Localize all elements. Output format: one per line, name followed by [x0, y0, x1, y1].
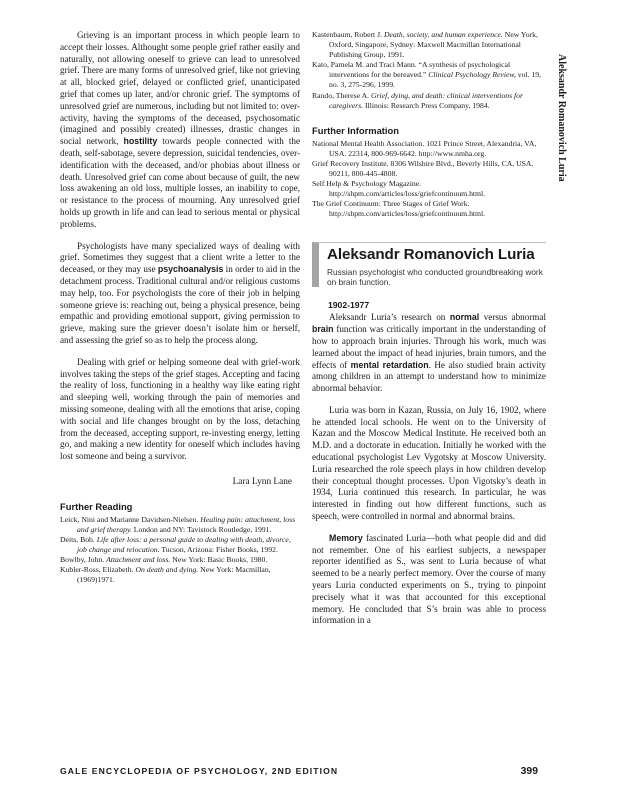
- grief-paragraph-3: Dealing with grief or helping someone deal with grief-work involves taking the steps of the grief stages. Accepting and facing the reality of loss, functioning in a healthy way like eating right and sleeping well, working through the pain of memories and missing someone, dealing with all the emotions that arise, coping with social and life changes brought on by the loss, detaching from the deceased, accepting support, re-investing energy, letting go, and making a new identity for oneself which includes having lost someone and being a survivor.: [60, 356, 300, 462]
- reference-item: Kato, Pamela M. and Traci Mann. “A synthesis of psychological interventions for the bereaved.” Clinical Psychology Review, vol. 19, no. 3, 275-296, 1999.: [312, 60, 542, 90]
- running-head-text: Aleksandr Romanovich Luria: [556, 54, 567, 182]
- keyword-memory[interactable]: Memory: [329, 532, 363, 543]
- reference-list-continued: [312, 30, 546, 111]
- luria-paragraph-1: Aleksandr Luria’s research on normal versus abnormal brain function was critically important in the understanding of how to approach brain injuries. Through his work, much was learned about the impact of head injuries, brain tumors, and the effects of mental retardation. He also studied brain activity among children in an attempt to understand how to minimize abnormal behavior.: [312, 312, 546, 394]
- grief-paragraph-1: Grieving is an important process in which people learn to accept their losses. Althought some people grief rather easily and naturally, not allowing oneself to grieve can lead to unresolved grief. There are many forms of unresolved grief, like not grieving at all, blocked grief, delayed or conflicted grief, unanticipated grief that comes up later, and/or chronic grief. The symptoms of unresolved grief are numerous, including but not limited to: over-activity, having the symptoms of the deceased, psychosomatic (imagined and possibly created) illnesses, drastic changes in social network, hostility towards people connected with the death, self-sabotage, severe depression, suicidal tendencies, over-identification with the deceased, and/or phobias about illness or death. Unresolved grief can come about because of guilt, the new loss awakening an old loss, multiple losses, an inability to cope, or resistance to the process of mourning. Any unresolved grief holds up growth in life and can lead to serious mental or physical problems.: [60, 30, 300, 229]
- reference-item: Kubler-Ross, Elizabeth. On death and dying. New York: Macmillan, (1969)1971.: [60, 565, 271, 585]
- keyword-normal[interactable]: normal: [449, 312, 480, 323]
- entry-title: Aleksandr Romanovich Luria: [327, 245, 535, 263]
- luria-paragraph-2: Luria was born in Kazan, Russia, on July 16, 1902, where he attended local schools. He went on to the University of Kazan and the Moscow Medical Institute. He received both an M.D. and a doctorate in education. Initially he worked with the educational psychologist Lev Vygotsky at Moscow University. Luria researched the role speech plays in how children develop their conceptual thought processes. Upon Vigotsky’s death in 1934, Luria continued this research. In particular, he was interested in finding out how different functions, such as speech, were controlled in normal and abnormal brains.: [312, 404, 546, 522]
- entry-description: Russian psychologist who conducted groundbreaking work on brain function.: [327, 266, 543, 287]
- left-column: [60, 30, 300, 586]
- luria-paragraph-3: Memory fascinated Luria—both what people did and did not remember. One of his earliest subjects, a newspaper reporter identified as S., was sent to Luria because of what seemed to be a nearly perfect memory. Over the course of many years Luria conducted experiments on S., trying to pinpoint precisely what it was that accounted for this exceptional memory. He concluded that S’s brain was able to process information in a: [312, 532, 546, 626]
- reference-item: Kastenbaum, Robert J. Death, society, and human experience. New York, Oxford, Singapore, Sydney: Maxwell Macmillan International Publishing Group, 1991.: [312, 30, 538, 60]
- right-column: [312, 30, 546, 627]
- reference-item: Bowlby, John. Attachment and loss. New York: Basic Books, 1980.: [60, 555, 268, 565]
- page-footer: [60, 766, 546, 780]
- publication-title: GALE ENCYCLOPEDIA OF PSYCHOLOGY, 2ND EDITION: [60, 766, 339, 776]
- entry-header: [312, 242, 546, 288]
- further-information-heading: Further Information: [312, 124, 399, 136]
- reference-item: Rando, Therese A. Grief, dying, and death: clinical interventions for caregivers. Illinois: Research Press Company, 1984.: [312, 90, 524, 110]
- further-reading-heading: Further Reading: [60, 500, 133, 512]
- info-item: Self Help & Psychology Magazine. http://shpm.com/articles/loss/griefcontinuum.html.: [312, 179, 486, 199]
- keyword-brain[interactable]: brain: [312, 324, 334, 335]
- reference-item: Leick, Nini and Marianne Davidsen-Nielsen. Healing pain: attachment, loss and grief therapy. London and NY: Tavistock Routledge, 1991.: [60, 514, 296, 534]
- grief-paragraph-2: Psychologists have many specialized ways of dealing with grief. Sometimes they suggest that a client write a letter to the deceased, or they may use psychoanalysis in order to aid in the detachment process. Traditional cultural and/or religious customs may help, too. For psychologists the core of their job in helping someone grieve is: reaching out, being a physical presence, being empathic and providing emotional support, giving permission to grieve, making sure the griever doesn’t isolate him or herself, and assessing the grief so as to help the process along.: [60, 240, 300, 345]
- page-number: 399: [520, 766, 538, 777]
- keyword-mental-retardation[interactable]: mental retardation: [350, 359, 429, 370]
- keyword-psychoanalysis[interactable]: psychoanalysis: [157, 264, 224, 275]
- reference-item: Deits, Bob. Life after loss: a personal guide to dealing with death, divorce, job change and relocation. Tucson, Arizona: Fisher Books, 1992.: [60, 535, 291, 555]
- running-head-vertical: [553, 54, 567, 204]
- info-item: Grief Recovery Institute. 8306 Wilshire Blvd., Beverly Hills, CA, USA. 90211, 800-445-4808.: [312, 158, 534, 179]
- info-item: The Grief Continuum: Three Stages of Grief Work. http://shpm.com/articles/loss/griefcontinuum.html.: [312, 199, 486, 219]
- life-dates: 1902-1977: [328, 300, 370, 311]
- keyword-hostility[interactable]: hostility: [123, 136, 158, 147]
- info-item: National Mental Health Association. 1021 Prince Street, Alexandria, VA, USA. 22314, 800-969-6642. http://www.nmha.org.: [312, 138, 537, 158]
- article-author: Lara Lynn Lane: [232, 476, 292, 487]
